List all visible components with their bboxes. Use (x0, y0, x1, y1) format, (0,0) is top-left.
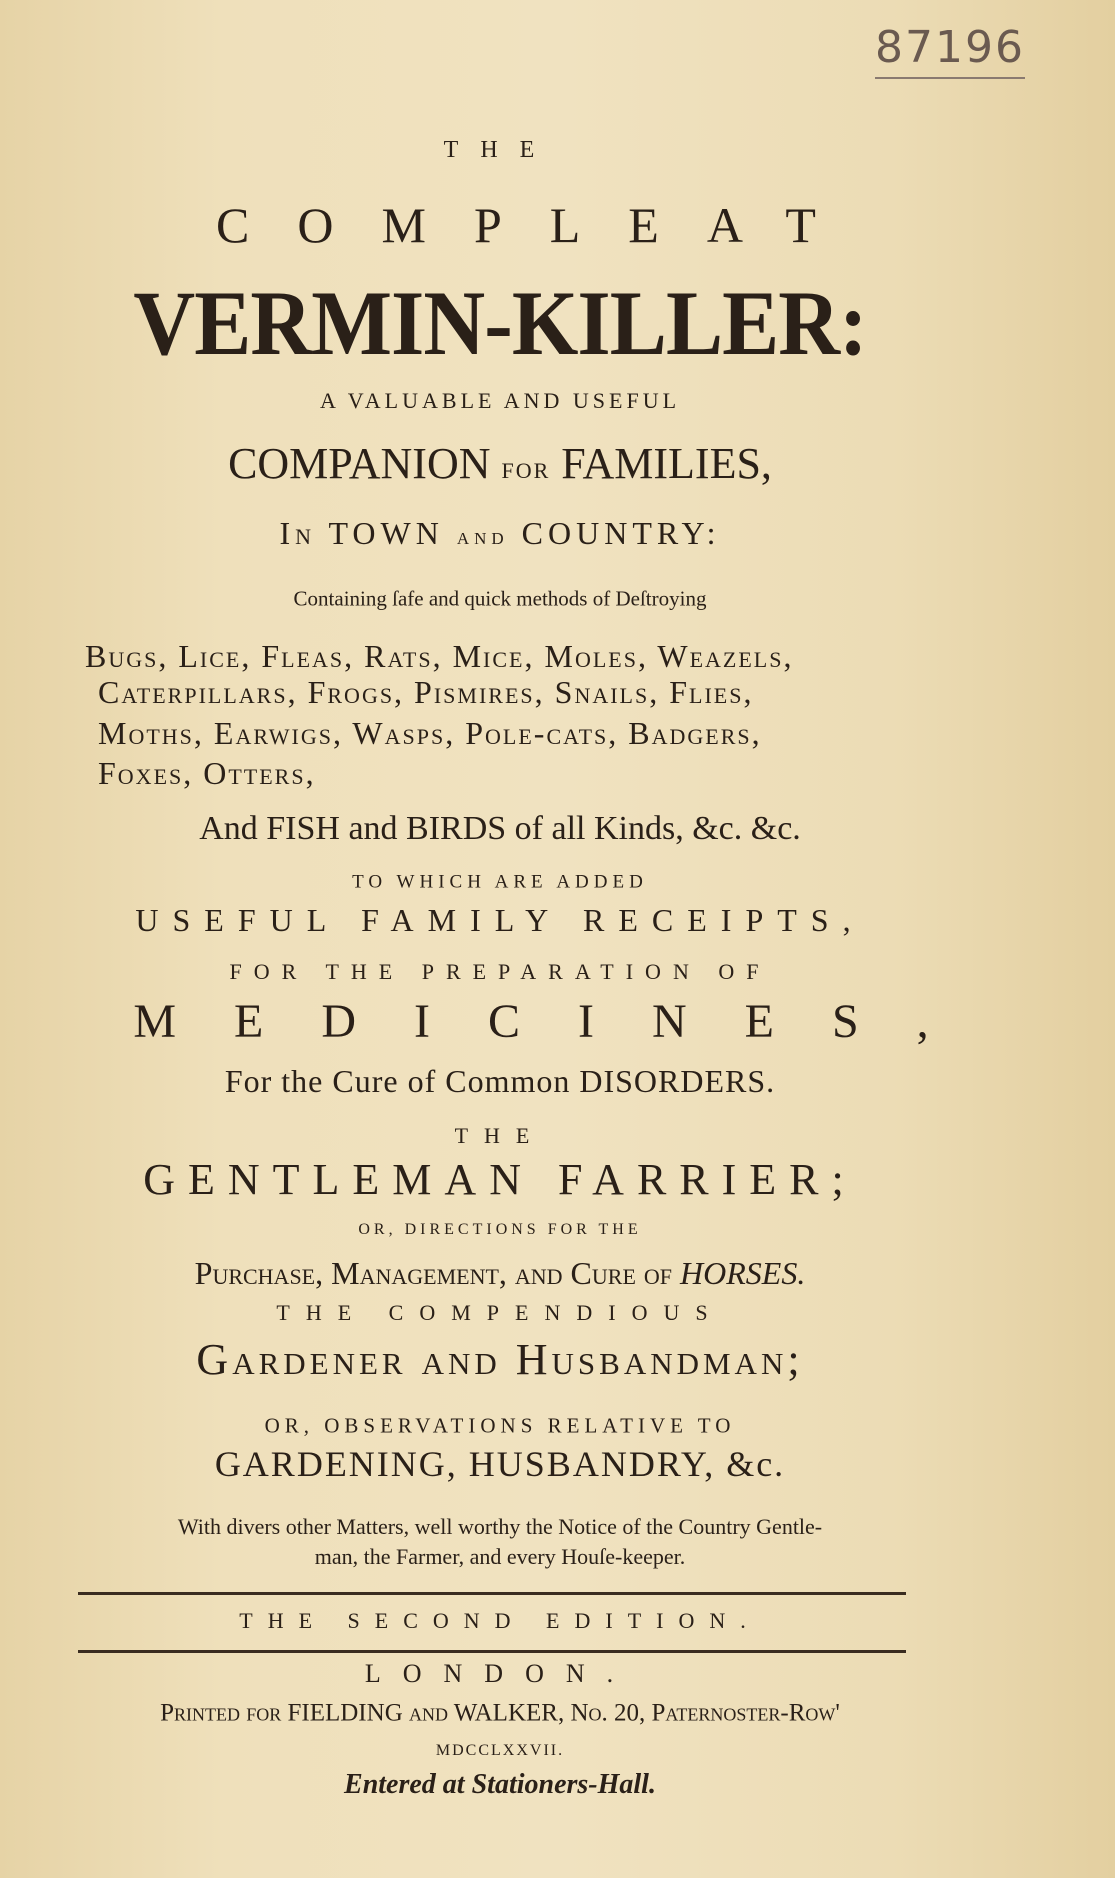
printer: Printed for FIELDING and WALKER, No. 20, Paternoster-Row' (160, 1699, 840, 1727)
vermin-line: Foxes, Otters, (98, 755, 316, 791)
divers-line2: man, the Farmer, and every Houſe-keeper. (314, 1544, 686, 1569)
subtitle-line3 (0, 517, 1000, 549)
london: LONDON. (364, 1659, 636, 1688)
country: COUNTRY: (521, 515, 721, 551)
in: In (279, 515, 317, 551)
vermin-line: Bugs, Lice, Fleas, Rats, Mice, Moles, Weazels, (85, 638, 794, 674)
containing: Containing ſafe and quick methods of Deſtroying (293, 586, 707, 611)
accession-number: 87196 (875, 22, 1025, 73)
gardener: Gardener and Husbandman; (196, 1335, 804, 1384)
horses-line (0, 1257, 1000, 1289)
vermin-line: Moths, Earwigs, Wasps, Pole-cats, Badgers, (98, 715, 762, 751)
bottom-rule (78, 1650, 906, 1653)
families: FAMILIES, (561, 439, 772, 488)
title-compleat: COMPLEAT (216, 197, 864, 253)
farrier: GENTLEMAN FARRIER; (143, 1155, 857, 1204)
fish-birds: And FISH and BIRDS of all Kinds, &c. &c. (199, 810, 801, 847)
title-the: THE (443, 137, 557, 163)
year: MDCCLXXVII. (435, 1742, 565, 1759)
receipts: USEFUL FAMILY RECEIPTS, (135, 902, 865, 938)
gardening: GARDENING, HUSBANDRY, &c. (214, 1444, 786, 1484)
the-farrier-intro: THE (454, 1123, 546, 1148)
top-rule (78, 1592, 906, 1595)
town: TOWN (328, 515, 444, 551)
subtitle-line2 (0, 439, 1000, 488)
companion: COMPANION (228, 439, 491, 488)
horses: HORSES. (680, 1255, 806, 1291)
medicines: MEDICINES, (133, 995, 987, 1048)
title-main: VERMIN-KILLER: (133, 272, 867, 374)
compendious: THE COMPENDIOUS (276, 1300, 724, 1325)
added: TO WHICH ARE ADDED (352, 871, 648, 893)
and: and (456, 524, 509, 550)
cure: For the Cure of Common DISORDERS. (224, 1063, 776, 1099)
for: for (501, 449, 551, 485)
directions: OR, DIRECTIONS FOR THE (358, 1221, 642, 1238)
divers-line1: With divers other Matters, well worthy the Notice of the Country Gentle- (177, 1514, 823, 1539)
entered: Entered at Stationers-Hall. (344, 1769, 656, 1800)
horses-text: Purchase, Management, and Cure of (194, 1255, 681, 1291)
subtitle-line1: A VALUABLE AND USEFUL (319, 388, 681, 413)
edition: THE SECOND EDITION. (239, 1608, 761, 1633)
preparation: FOR THE PREPARATION OF (229, 959, 771, 984)
vermin-line: Caterpillars, Frogs, Pismires, Snails, Flies, (98, 674, 754, 710)
observations: OR, OBSERVATIONS RELATIVE TO (264, 1413, 736, 1438)
